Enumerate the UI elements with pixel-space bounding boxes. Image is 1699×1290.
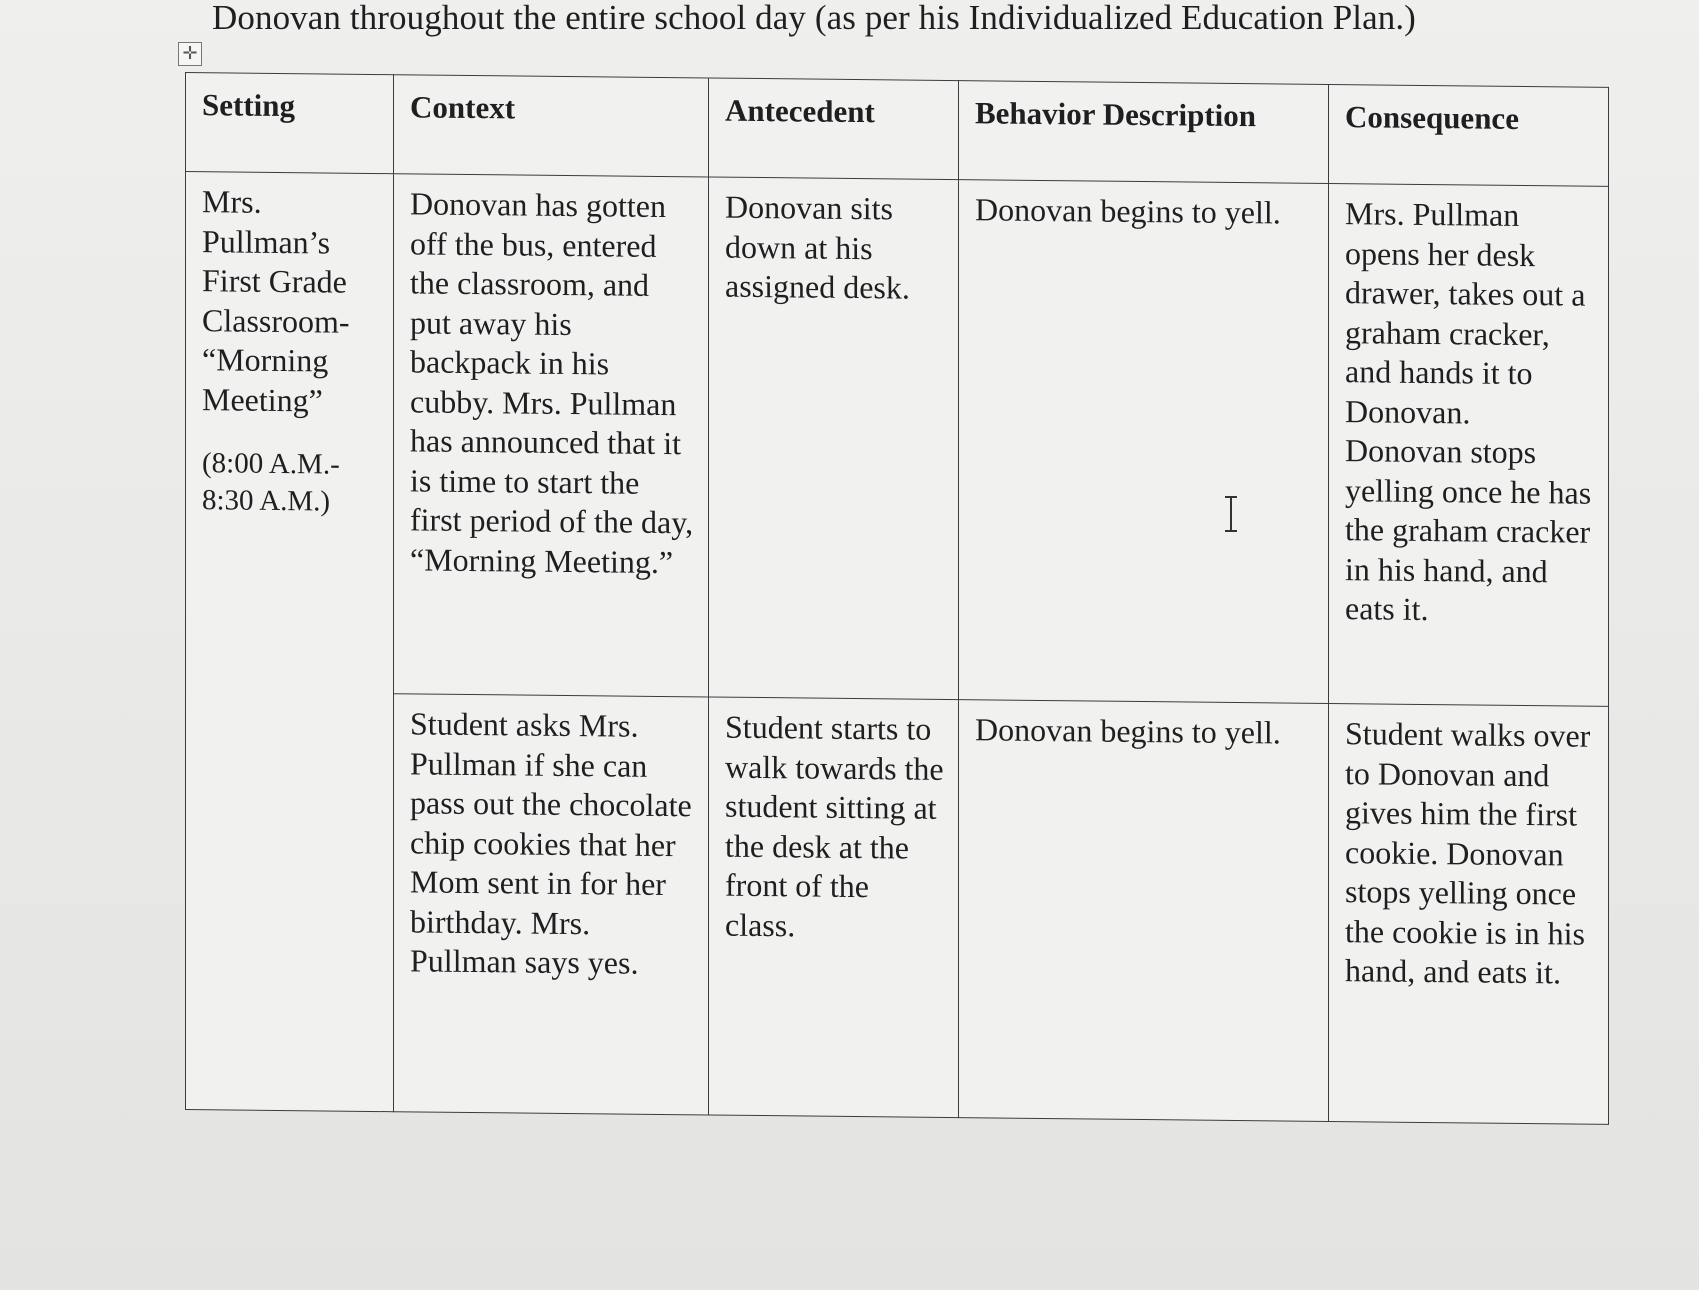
abc-data-table: [185, 72, 1609, 1125]
behavior-cell[interactable]: Donovan begins to yell.: [959, 180, 1329, 704]
behavior-cell[interactable]: Donovan begins to yell.: [959, 700, 1329, 1122]
text-cursor-icon: [1224, 496, 1238, 532]
table-row: [186, 172, 1609, 707]
header-behavior-description: Behavior Description: [959, 81, 1329, 184]
setting-text: Mrs. Pullman’s First Grade Classroom- “Morning Meeting”: [202, 183, 350, 418]
context-cell[interactable]: Donovan has gotten off the bus, entered the classroom, and put away his backpack in his cubby. Mrs. Pullman has announced that it is time to start the first period of the day, “Morning Meeting.”: [394, 174, 709, 697]
intro-sentence: Donovan throughout the entire school day (as per his Individualized Education Plan.): [212, 0, 1416, 37]
antecedent-cell[interactable]: Student starts to walk towards the student sitting at the desk at the front of the class.: [709, 697, 959, 1118]
consequence-cell[interactable]: Mrs. Pullman opens her desk drawer, takes out a graham cracker, and hands it to Donovan. Donovan stops yelling once he has the graham cracker in his hand, and eats it.: [1329, 183, 1609, 706]
context-cell[interactable]: Student asks Mrs. Pullman if she can pass out the chocolate chip cookies that her Mom sent in for her birthday. Mrs. Pullman says yes.: [394, 694, 709, 1115]
abc-table-container: [185, 72, 1608, 1125]
header-antecedent: Antecedent: [709, 78, 959, 180]
table-header-row: [186, 73, 1609, 187]
table-row: [186, 692, 1609, 1125]
header-setting: Setting: [186, 73, 394, 174]
antecedent-cell[interactable]: Donovan sits down at his assigned desk.: [709, 177, 959, 700]
header-context: Context: [394, 75, 709, 177]
table-move-handle-icon[interactable]: ✛: [178, 42, 202, 66]
setting-time: (8:00 A.M.- 8:30 A.M.): [202, 447, 340, 518]
consequence-cell[interactable]: Student walks over to Donovan and gives him the first cookie. Donovan stops yelling once the cookie is in his hand, and eats it.: [1329, 703, 1609, 1124]
setting-cell[interactable]: [186, 172, 394, 1112]
header-consequence: Consequence: [1329, 84, 1609, 186]
